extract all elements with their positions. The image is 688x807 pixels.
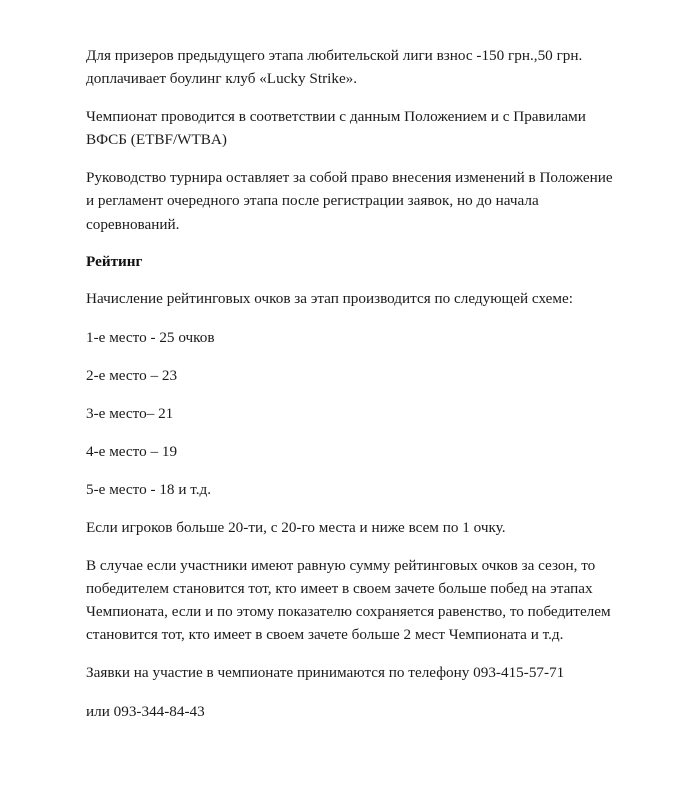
list-item-place-2: 2-е место – 23 xyxy=(86,366,178,384)
list-item-place-5: 5-е место - 18 и т.д. xyxy=(86,480,212,498)
paragraph-tiebreak-rule: В случае если участники имеют равную сумму рейтинговых очков за сезон, то победителем становится тот, кто имеет в своем зачете больше побед на этапах Чемпионата, если и по этому показателю сохраняется равенство, то победителем становится тот, кто имеет в своем зачете больше 2 мест Чемпионата и т.д. xyxy=(86,557,611,644)
section-heading-rating: Рейтинг xyxy=(86,252,143,270)
paragraph-rating-intro: Начисление рейтинговых очков за этап производится по следующей схеме: xyxy=(86,290,573,308)
paragraph-rules-reference: Чемпионат проводится в соответствии с данным Положением и с Правилами ВФСБ (ETBF/WTBA) xyxy=(86,108,586,149)
paragraph-contact-phone-primary: Заявки на участие в чемпионате принимаются по телефону 093-415-57-71 xyxy=(86,664,565,682)
list-item-place-1: 1-е место - 25 очков xyxy=(86,328,215,346)
paragraph-fee-info: Для призеров предыдущего этапа любительской лиги взнос -150 грн.,50 грн. доплачивает боулинг клуб «Lucky Strike». xyxy=(86,47,583,88)
list-item-place-4: 4-е место – 19 xyxy=(86,442,178,460)
paragraph-extra-points-rule: Если игроков больше 20-ти, с 20-го места и ниже всем по 1 очку. xyxy=(86,519,506,537)
list-item-place-3: 3-е место– 21 xyxy=(86,404,174,422)
paragraph-management-rights: Руководство турнира оставляет за собой право внесения изменений в Положение и регламент очередного этапа после регистрации заявок, но до начала соревнований. xyxy=(86,169,613,233)
paragraph-contact-phone-secondary: или 093-344-84-43 xyxy=(86,702,205,720)
